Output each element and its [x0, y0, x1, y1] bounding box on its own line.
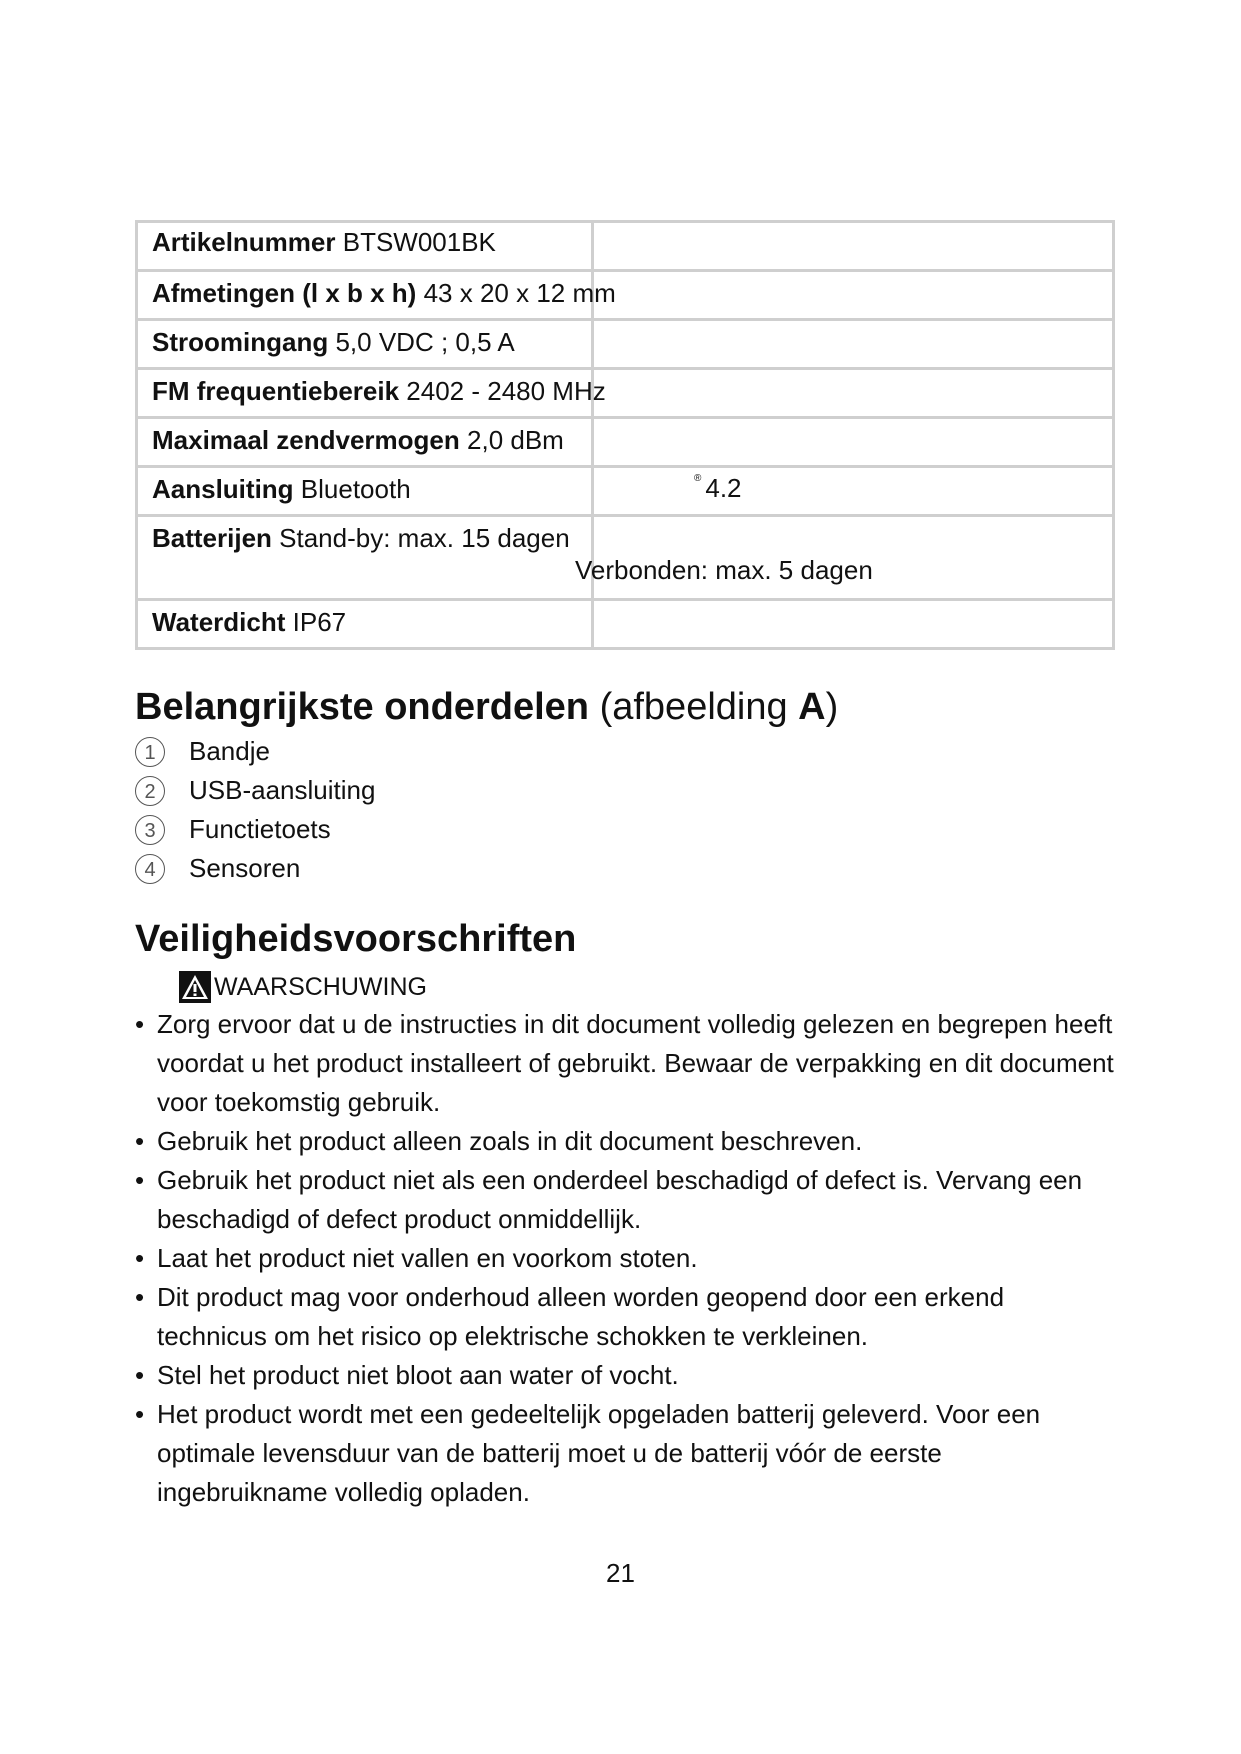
spec-label: Batterijen: [152, 523, 272, 553]
parts-heading: [135, 686, 838, 729]
spec-label: FM frequentiebereik: [152, 376, 400, 406]
parts-ref-letter: A: [798, 686, 826, 728]
spec-row: [137, 369, 1114, 418]
spec-label: Artikelnummer: [152, 227, 336, 257]
list-item: • Gebruik het product alleen zoals in dit document beschreven.: [135, 1122, 1115, 1161]
spec-value: 43 x 20 x 12 mm: [423, 278, 616, 308]
spec-row: [137, 418, 1114, 467]
spec-value: IP67: [292, 607, 347, 637]
list-item: • Laat het product niet vallen en voorkom stoten.: [135, 1239, 1115, 1278]
list-item: • Dit product mag voor onderhoud alleen worden geopend door een erkend technicus om het risico op elektrische schokken te verkleinen.: [135, 1278, 1115, 1356]
registered-mark: ®: [694, 473, 702, 484]
list-item: [135, 849, 375, 888]
part-label: Bandje: [189, 736, 270, 766]
item-number-circle: 4: [135, 854, 165, 884]
spec-value: Bluetooth: [300, 474, 411, 504]
spec-value: Stand-by: max. 15 dagen: [279, 523, 570, 553]
item-number-circle: 3: [135, 815, 165, 845]
parts-ref-prefix: (afbeelding: [599, 686, 799, 728]
list-item: [135, 732, 375, 771]
part-label: Functietoets: [189, 814, 331, 844]
spec-value: BTSW001BK: [342, 227, 496, 257]
item-number-circle: 2: [135, 776, 165, 806]
list-item: • Het product wordt met een gedeeltelijk opgeladen batterij geleverd. Voor een optimale levensduur van de batterij moet u de batterij vóór de eerste ingebruikname volledig opladen.: [135, 1395, 1115, 1512]
spec-value: 2,0 dBm: [467, 425, 564, 455]
page-number: 21: [606, 1558, 635, 1588]
bluetooth-version-value: 4.2: [705, 473, 742, 503]
list-item: [135, 810, 375, 849]
list-item: • Zorg ervoor dat u de instructies in dit document volledig gelezen en begrepen heeft voordat u het product installeert of gebruikt. Bewaar de verpakking en dit document voor toekomstig gebruik.: [135, 1005, 1115, 1122]
spec-label: Maximaal zendvermogen: [152, 425, 460, 455]
parts-list: [135, 732, 375, 888]
spec-row: [137, 271, 1114, 320]
battery-connected: Verbonden: max. 5 dagen: [575, 555, 873, 585]
spec-row: [137, 222, 1114, 271]
warning-line: [178, 970, 427, 1004]
warning-label: WAARSCHUWING: [214, 972, 427, 1001]
parts-title: Belangrijkste onderdelen: [135, 686, 590, 728]
warning-triangle-icon: [178, 970, 212, 1004]
spec-label: Stroomingang: [152, 327, 329, 357]
spec-label: Afmetingen (l x b x h): [152, 278, 417, 308]
spec-label: Waterdicht: [152, 607, 286, 637]
spec-value: 2402 - 2480 MHz: [406, 376, 606, 406]
spec-label: Aansluiting: [152, 474, 294, 504]
spec-row: [137, 600, 1114, 649]
item-number-circle: 1: [135, 737, 165, 767]
part-label: USB-aansluiting: [189, 775, 376, 805]
safety-bullet-list: [135, 1005, 1115, 1512]
spec-row: [137, 320, 1114, 369]
safety-heading: Veiligheidsvoorschriften: [135, 918, 577, 960]
list-item: • Stel het product niet bloot aan water of vocht.: [135, 1356, 1115, 1395]
list-item: [135, 771, 375, 810]
part-label: Sensoren: [189, 853, 301, 883]
bluetooth-version: [694, 473, 742, 504]
list-item: • Gebruik het product niet als een onderdeel beschadigd of defect is. Vervang een beschadigd of defect product onmiddellijk.: [135, 1161, 1115, 1239]
parts-ref-suffix: ): [825, 686, 839, 728]
spec-row: [137, 467, 1114, 516]
spec-value: 5,0 VDC ; 0,5 A: [335, 327, 515, 357]
